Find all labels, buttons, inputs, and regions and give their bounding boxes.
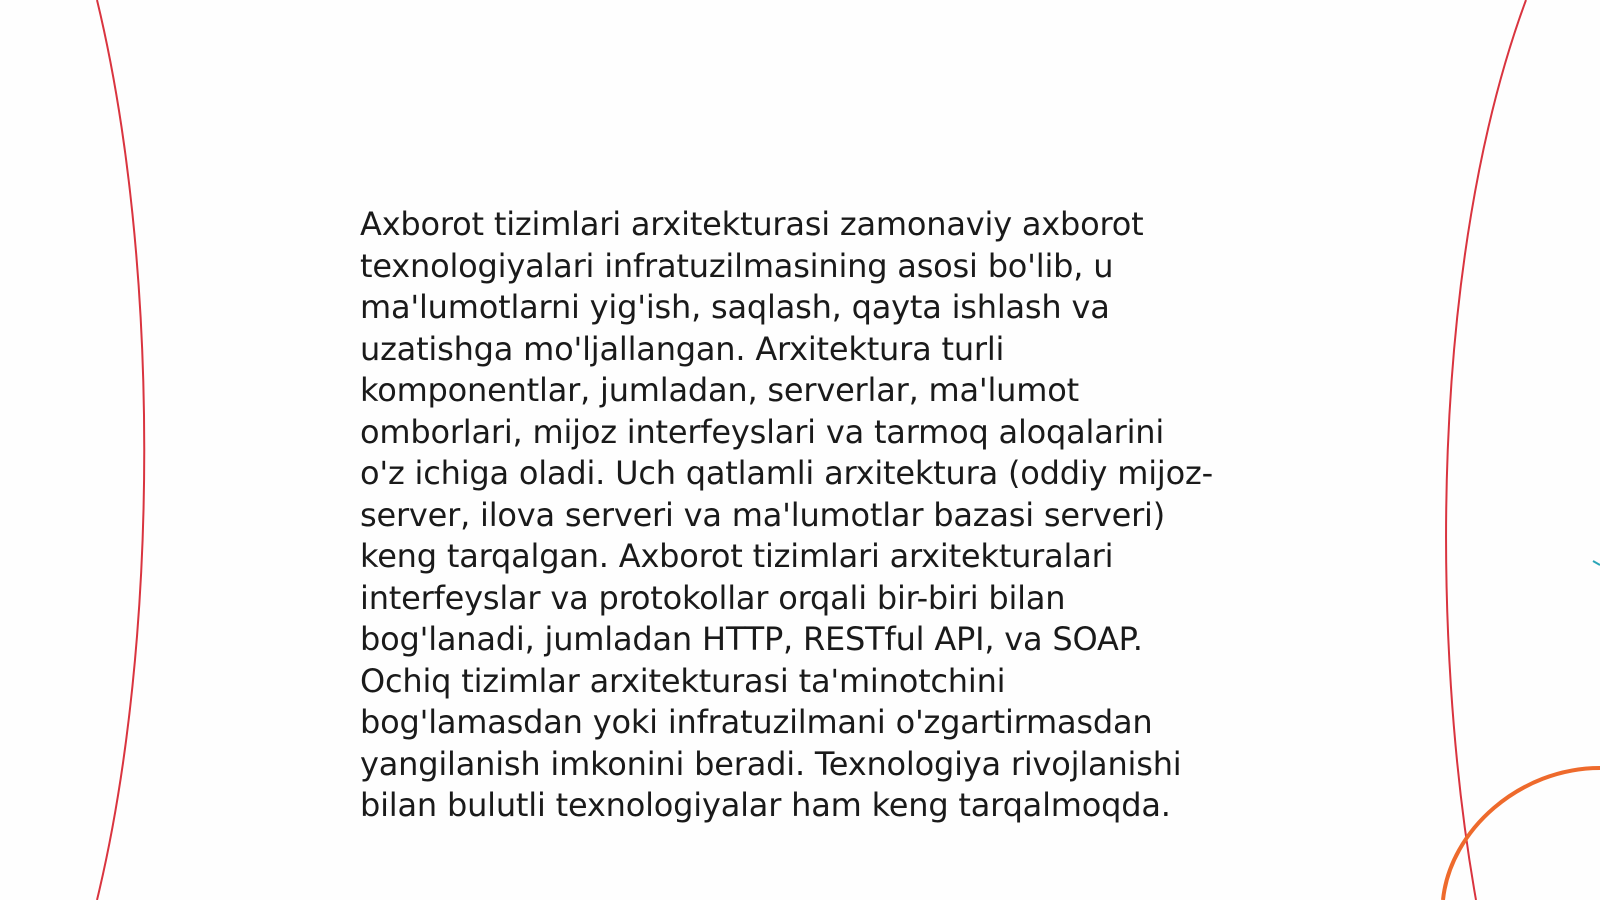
right-curve-decoration [1446, 0, 1526, 900]
teal-mark-decoration [1593, 561, 1600, 565]
body-line: bog'lanadi, jumladan HTTP, RESTful API, va SOAP. [360, 620, 1143, 658]
body-line: yangilanish imkonini beradi. Texnologiya rivojlanishi [360, 744, 1182, 783]
body-line: bog'lamasdan yoki infratuzilmani o'zgartirmasdan [360, 703, 1153, 741]
body-line: interfeyslar va protokollar orqali bir-biri bilan [360, 578, 1066, 617]
body-line: texnologiyalari infratuzilmasining asosi bo'lib, u [360, 246, 1114, 285]
body-line: Axborot tizimlari arxitekturasi zamonaviy axborot [360, 205, 1144, 243]
slide-body-text [360, 204, 1240, 827]
orange-arc-decoration [1443, 768, 1600, 900]
body-line: o'z ichiga oladi. Uch qatlamli arxitektura (oddiy mijoz- [360, 454, 1213, 492]
body-line: Ochiq tizimlar arxitekturasi ta'minotchini [360, 661, 1006, 700]
body-line: ma'lumotlarni yig'ish, saqlash, qayta ishlash va [360, 288, 1110, 326]
body-line: server, ilova serveri va ma'lumotlar bazasi serveri) [360, 495, 1166, 534]
body-line: uzatishga mo'ljallangan. Arxitektura turli [360, 329, 1005, 368]
left-curve-decoration [97, 0, 144, 900]
body-line: keng tarqalgan. Axborot tizimlari arxitekturalari [360, 537, 1114, 575]
body-line: omborlari, mijoz interfeyslari va tarmoq aloqalarini [360, 412, 1165, 451]
body-line: komponentlar, jumladan, serverlar, ma'lumot [360, 371, 1079, 409]
body-line: bilan bulutli texnologiyalar ham keng tarqalmoqda. [360, 786, 1171, 824]
